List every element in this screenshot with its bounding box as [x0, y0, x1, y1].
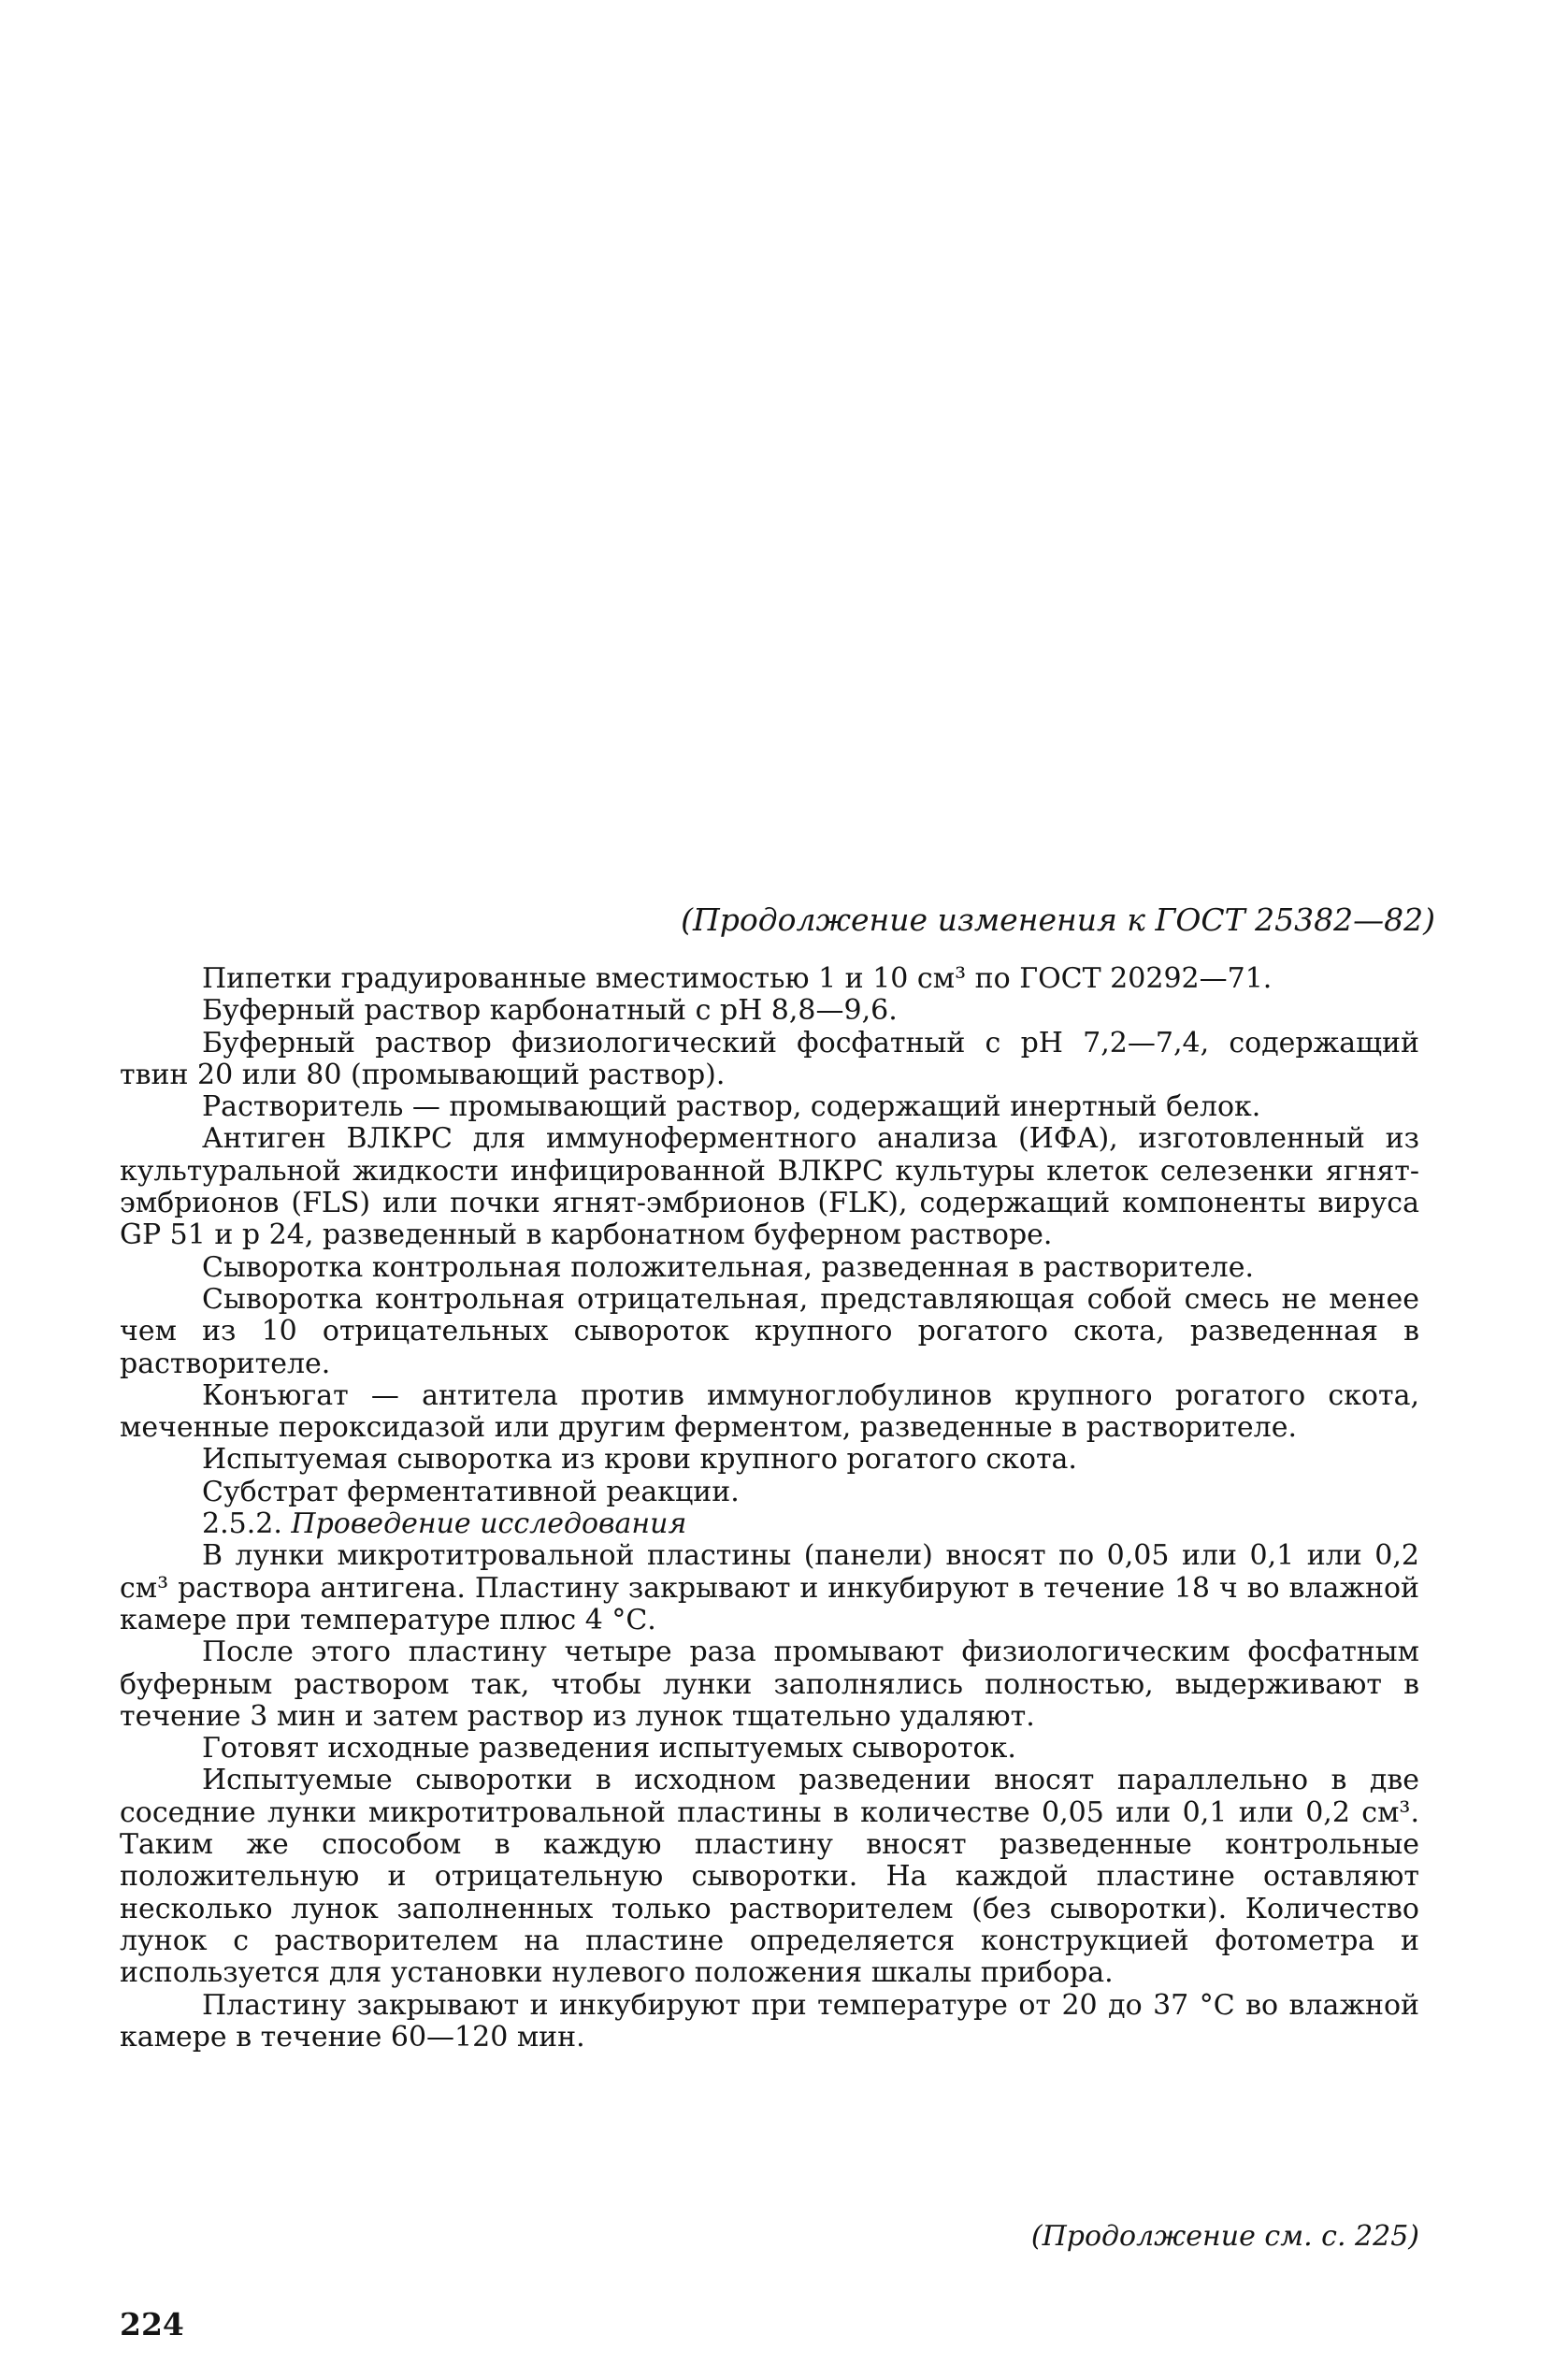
section-title: Проведение исследования	[291, 1507, 687, 1541]
paragraph-antigen: Антиген ВЛКРС для иммуноферментного анализа (ИФА), изготовленный из культуральной жидкости инфицированной ВЛКРС культуры клеток селезенки ягнят-эмбрионов (FLS) или почки ягнят-эмбрионов (FLK), содержащий компоненты вируса GP 51 и p 24, разведенный в карбонатном буферном растворе.	[120, 1122, 1419, 1252]
section-number: 2.5.2.	[202, 1507, 282, 1541]
paragraph-negative-serum: Сыворотка контрольная отрицательная, представляющая собой смесь не менее чем из 10 отрицательных сывороток крупного рогатого скота, разведенная в растворителе.	[120, 1282, 1419, 1380]
continuation-footer: (Продолжение см. с. 225)	[1030, 2220, 1419, 2253]
paragraph-antigen-application: В лунки микротитровальной пластины (панели) вносят по 0,05 или 0,1 или 0,2 см³ раствора антигена. Пластину закрывают и инкубируют в течение 18 ч во влажной камере при температуре плюс 4 °С.	[120, 1539, 1419, 1636]
paragraph-test-serum: Испытуемая сыворотка из крови крупного рогатого скота.	[202, 1443, 1077, 1477]
paragraph-serum-application: Испытуемые сыворотки в исходном разведении вносят параллельно в две соседние лунки микротитровальной пластины в количестве 0,05 или 0,1 или 0,2 см³. Таким же способом в каждую пластину вносят разведенные контрольные положительную и отрицательную сыворотки. На каждой пластине оставляют несколько лунок заполненных только растворителем (без сыворотки). Количество лунок с растворителем на пластине определяется конструкцией фотометра и используется для установки нулевого положения шкалы прибора.	[120, 1764, 1419, 1990]
paragraph-washing: После этого пластину четыре раза промывают физиологическим фосфатным буферным раствором так, чтобы лунки заполнялись полностью, выдерживают в течение 3 мин и затем раствор из лунок тщательно удаляют.	[120, 1636, 1419, 1733]
paragraph-carbonate-buffer: Буферный раствор карбонатный с pH 8,8—9,6.	[202, 994, 898, 1028]
paragraph-solvent: Растворитель — промывающий раствор, содержащий инертный белок.	[202, 1090, 1261, 1124]
paragraph-pipettes: Пипетки градуированные вместимостью 1 и 10 см³ по ГОСТ 20292—71.	[202, 962, 1273, 995]
paragraph-incubation: Пластину закрывают и инкубируют при температуре от 20 до 37 °С во влажной камере в течение 60—120 мин.	[120, 1988, 1419, 2054]
paragraph-positive-serum: Сыворотка контрольная положительная, разведенная в растворителе.	[202, 1250, 1255, 1284]
document-body	[120, 963, 1419, 2054]
paragraph-phosphate-buffer: Буферный раствор физиологический фосфатный с pH 7,2—7,4, содержащий твин 20 или 80 (промывающий раствор).	[120, 1026, 1419, 1091]
section-heading	[120, 1508, 1419, 1540]
continuation-header: (Продолжение изменения к ГОСТ 25382—82)	[681, 901, 1435, 938]
page-number: 224	[120, 2306, 184, 2342]
paragraph-conjugate: Конъюгат — антитела против иммуноглобулинов крупного рогатого скота, меченные пероксидазой или другим ферментом, разведенные в растворителе.	[120, 1378, 1419, 1445]
paragraph-substrate: Субстрат ферментативной реакции.	[202, 1475, 740, 1508]
paragraph-dilutions: Готовят исходные разведения испытуемых сывороток.	[202, 1732, 1016, 1766]
